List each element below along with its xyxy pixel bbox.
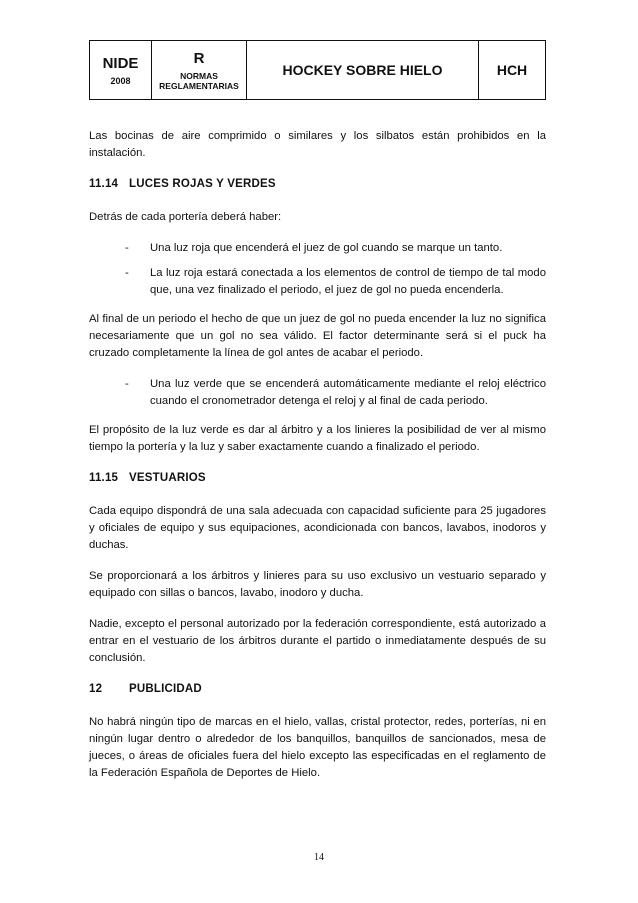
document-header: [89, 40, 546, 100]
header-reglamentarias: REGLAMENTARIAS: [159, 80, 239, 91]
paragraph-final-periodo: Al final de un periodo el hecho de que un juez de gol no pueda encender la luz no significa necesariamente que un gol no sea válido. El factor determinante será si el puck ha cruzado completamente la línea de gol antes de acabar el periodo.: [89, 313, 546, 359]
list-item: [89, 376, 546, 410]
list-item-text: Una luz roja que encenderá el juez de gol cuando se marque un tanto.: [150, 242, 503, 254]
paragraph-intro: Las bocinas de aire comprimido o similares y los silbatos están prohibidos en la instalación.: [89, 130, 546, 159]
document-body: [89, 128, 546, 796]
bullet-dash: -: [125, 242, 129, 254]
section-title: LUCES ROJAS Y VERDES: [129, 178, 276, 190]
paragraph-nadie: Nadie, excepto el personal autorizado por la federación correspondiente, está autorizado a entrar en el vestuario de los árbitros durante el partido o inmediatamente después de su conclusión.: [89, 618, 546, 664]
section-heading-12: [89, 681, 546, 698]
section-number: 11.15: [89, 472, 119, 484]
list-item: [89, 265, 546, 299]
section-heading-11-15: [89, 470, 546, 487]
header-org-cell: [90, 41, 152, 99]
header-normas-cell: [152, 41, 247, 99]
header-normas: NORMAS: [180, 70, 218, 81]
bullet-dash: -: [125, 378, 129, 390]
section-number: 11.14: [89, 178, 119, 190]
header-year: 2008: [110, 75, 131, 86]
section-number: 12: [89, 683, 103, 695]
header-code: HCH: [496, 62, 528, 78]
header-letter: R: [193, 49, 205, 67]
paragraph-proposito: El propósito de la luz verde es dar al árbitro y a los linieres la posibilidad de ver al mismo tiempo la portería y la luz y saber exactamente cuando a finalizado el periodo.: [89, 424, 546, 453]
header-code-cell: [479, 41, 545, 99]
list-item-text: Una luz verde que se encenderá automáticamente mediante el reloj eléctrico cuando el cronometrador detenga el reloj y al final de cada periodo.: [150, 378, 546, 407]
section-title: VESTUARIOS: [129, 472, 206, 484]
bullet-list-green-light: [89, 376, 546, 410]
list-item: [89, 240, 546, 257]
paragraph-cada-equipo: Cada equipo dispondrá de una sala adecuada con capacidad suficiente para 25 jugadores y oficiales de equipo y sus equipaciones, acondicionada con bancos, lavabos, inodoros y duchas.: [89, 505, 546, 551]
header-title: HOCKEY SOBRE HIELO: [282, 62, 443, 78]
paragraph-publicidad: No habrá ningún tipo de marcas en el hielo, vallas, cristal protector, redes, porterías, ni en ningún lugar dentro o alrededor de los banquillos, banquillos de sancionados, mesa de jueces, o áreas de oficiales fuera del hielo excepto las especificadas en el reglamento de la Federación Española de Deportes de Hielo.: [89, 716, 546, 779]
page-number: 14: [314, 852, 324, 863]
list-item-text: La luz roja estará conectada a los elementos de control de tiempo de tal modo que, una vez finalizado el periodo, el juez de gol no pueda encenderla.: [150, 267, 546, 296]
bullet-dash: -: [125, 267, 129, 279]
bullet-list-red-light: [89, 240, 546, 299]
section-heading-11-14: [89, 176, 546, 193]
section-title: PUBLICIDAD: [129, 683, 202, 695]
paragraph-detras: Detrás de cada portería deberá haber:: [89, 211, 282, 223]
header-title-cell: [247, 41, 479, 99]
header-org: NIDE: [102, 54, 139, 72]
paragraph-arbitros: Se proporcionará a los árbitros y linieres para su uso exclusivo un vestuario separado y equipado con sillas o bancos, lavabo, inodoro y ducha.: [89, 570, 546, 599]
